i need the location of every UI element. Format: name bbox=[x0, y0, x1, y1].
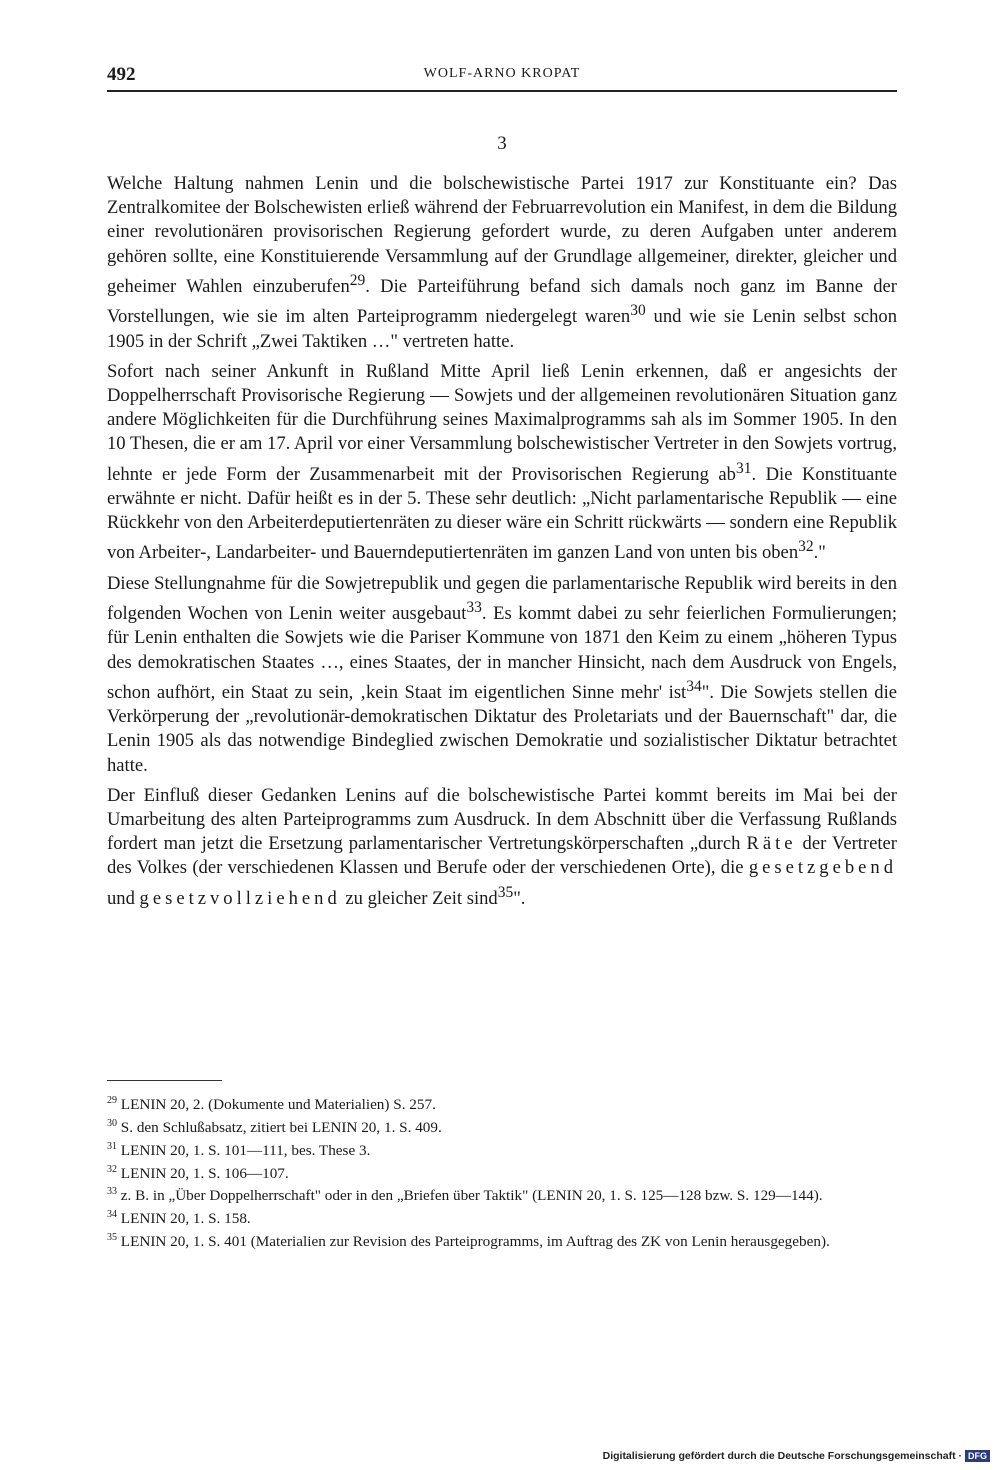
footnote-ref-33: 33 bbox=[466, 599, 482, 616]
footnote-divider bbox=[107, 1080, 222, 1081]
footnote-ref-31: 31 bbox=[735, 459, 752, 477]
footnote-item: $^{32}$ LENIN 20, 1. S. 106—107. bbox=[107, 1163, 289, 1182]
footnote-item: $^{30}$ S. den Schlußabsatz, zitiert bei LENIN 20, 1. S. 409. bbox=[107, 1117, 442, 1136]
footnote-item: $^{29}$ LENIN 20, 2. (Dokumente und Materialien) S. 257. bbox=[107, 1095, 436, 1114]
footnote-item: $^{33}$ z. B. in „Über Doppelherrschaft" oder in den „Briefen über Taktik" (LENIN 20, 1. S. 125—128 bzw. S. 129—144). bbox=[107, 1186, 823, 1205]
footnote-item: $^{34}$ LENIN 20, 1. S. 158. bbox=[107, 1209, 251, 1228]
footnote-item: $^{31}$ LENIN 20, 1. S. 101—111, bes. These 3. bbox=[107, 1140, 371, 1159]
paragraph-2: Sofort nach seiner Ankunft in Rußland Mitte April ließ Lenin erkennen, daß er angesichts der Doppelherrschaft Provisorische Regierung — Sowjets und der allgemeinen revolutionären Situation ganz andere Möglichkeiten für die Durchführung seines Maximalprogramms sah als im Sommer 1905. In den 10 Thesen, die er am 17. April vor einer Versammlung bolschewistischer Vertreter in den Sowjets vortrug, lehnte er jede Form der Zusammenarbeit mit der Provisorischen Regierung $ab^{31}$. Die Konstituante erwähnte er nicht. Dafür heißt es in der 5. These sehr deutlich: „Nicht parlamentarische Republik — eine Rückkehr von den Arbeiterdeputiertenräten zu dieser wäre ein Schritt rückwärts — sondern eine Republik von Arbeiter-, Landarbeiter- und Bauerndeputiertenräten im ganzen Land von unten bis oben$^{32}$." bbox=[107, 360, 897, 564]
dfg-logo-icon: DFG bbox=[965, 1450, 990, 1462]
footnote-item: $^{35}$ LENIN 20, 1. S. 401 (Materialien zur Revision des Parteiprogramms, im Auftrag des ZK von Lenin herausgegeben). bbox=[107, 1232, 830, 1251]
paragraph-3: Diese Stellungnahme für die Sowjetrepublik und gegen die parlamentarische Republik wird bereits in den folgenden Wochen von Lenin weiter ausgebaut$^{33}$. Es kommt dabei zu sehr feierlichen Formulierungen; für Lenin enthalten die Sowjets wie die Pariser Kommune von 1871 den Keim zu einem „höheren Typus des demokratischen Staates …, eines Staates, der in mancher Hinsicht, nach dem Ausdruck von Engels, schon aufhört, ein Staat zu sein, ‚kein Staat im eigentlichen Sinne mehr' ist$^{34}$". Die Sowjets stellen die Verkörperung der „revolutionär-demokratischen Diktatur des Proletariats und der Bauernschaft" dar, die Lenin 1905 als das notwendige Bindeglied zwischen Demokratie und sozialistischer Diktatur betrachtet hatte. bbox=[107, 572, 898, 776]
footnotes bbox=[107, 1092, 897, 1252]
body-text bbox=[107, 172, 897, 917]
running-head: WOLF-ARNO KROPAT bbox=[423, 66, 581, 81]
digitization-credit: Digitalisierung gefördert durch die Deutsche Forschungsgemeinschaft · DFG bbox=[603, 1450, 990, 1462]
paragraph-1: Welche Haltung nahmen Lenin und die bolschewistische Partei 1917 zur Konstituante ein? Das Zentralkomitee der Bolschewisten erließ während der Februarrevolution ein Manifest, in dem die Bildung einer revolutionären provisorischen Regierung gefordert wurde, zu deren Aufgaben unter anderem gehören sollte, eine Konstituierende Versammlung auf der Grundlage allgemeiner, direkter, gleicher und geheimer Wahlen einzuberufen$^{29}$. Die Parteiführung befand sich damals noch ganz im Banne der Vorstellungen, wie sie im alten Parteiprogramm niedergelegt waren$^{30}$ und wie sie Lenin selbst schon 1905 in der Schrift „Zwei Taktiken …" vertreten hatte. bbox=[107, 173, 897, 352]
footnote-ref-30: 30 bbox=[630, 302, 646, 320]
section-number: 3 bbox=[497, 133, 507, 154]
footnote-ref-32: 32 bbox=[798, 538, 814, 556]
paragraph-4: Der Einfluß dieser Gedanken Lenins auf die bolschewistische Partei kommt bereits im Mai bei der Umarbeitung des alten Parteiprogramms zum Ausdruck. In dem Abschnitt über die Verfassung Rußlands fordert man jetzt die Ersetzung parlamentarischer Vertretungskörperschaften „durch Räte der Vertreter des Volkes (der verschiedenen Klassen und Berufe oder der verschiedenen Orte), die gesetzgebend und gesetzvollziehend zu gleicher Zeit sind$^{35}$". bbox=[107, 784, 897, 909]
footnote-ref-29: 29 bbox=[349, 271, 366, 289]
page-number: 492 bbox=[107, 64, 136, 85]
footnote-ref-35: 35 bbox=[497, 883, 514, 901]
page-header bbox=[107, 64, 897, 92]
footnote-ref-34: 34 bbox=[686, 677, 702, 695]
